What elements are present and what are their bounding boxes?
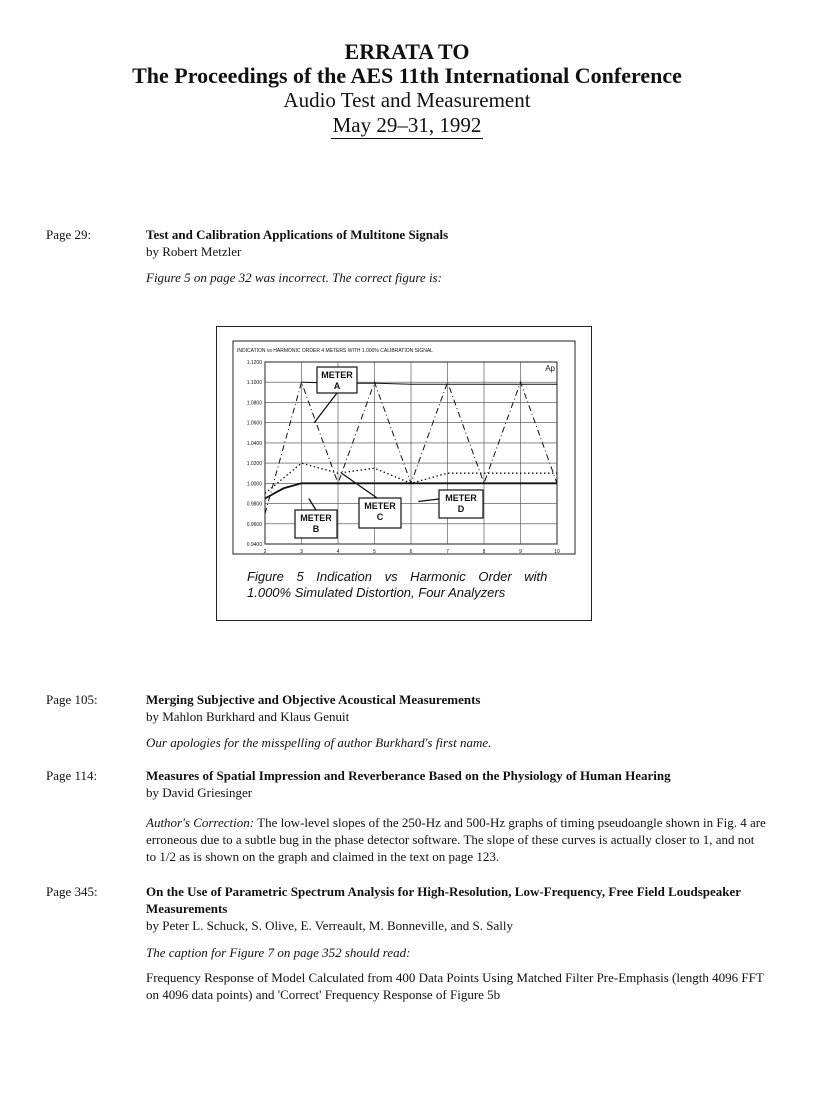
entry-note: The caption for Figure 7 on page 352 should read: — [146, 945, 411, 960]
annotation-arrow — [309, 499, 316, 511]
chart-frame — [233, 341, 575, 554]
entry-note: Our apologies for the misspelling of author Burkhard's first name. — [146, 735, 492, 750]
entry-title: Test and Calibration Applications of Multitone Signals — [146, 227, 449, 242]
header-line-topic: Audio Test and Measurement — [283, 88, 531, 112]
y-tick-label: 0.9800 — [246, 501, 262, 508]
annotation-label: B — [312, 524, 320, 534]
y-tick-label: 1.1200 — [246, 360, 262, 366]
y-tick-label: 1.0200 — [246, 461, 262, 468]
annotation-arrow — [418, 499, 439, 502]
x-tick-label: 8 — [482, 549, 486, 555]
chart-unit-label: Ap — [545, 364, 555, 373]
y-tick-label: 0.9400 — [246, 542, 262, 548]
figure-caption-line2: 1.000% Simulated Distortion, Four Analyzers — [247, 585, 506, 600]
x-tick-label: 4 — [336, 549, 340, 555]
entry-authors: by Mahlon Burkhard and Klaus Genuit — [146, 709, 350, 724]
x-tick-label: 6 — [409, 549, 413, 555]
annotation-label: METER — [321, 370, 353, 380]
header-line-date: May 29–31, 1992 — [332, 113, 482, 137]
entry-title: Measures of Spatial Impression and Reverberance Based on the Physiology of Human Hearing — [146, 768, 671, 783]
annotation-label: C — [376, 512, 384, 522]
entry-title: On the Use of Parametric Spectrum Analysis for High-Resolution, Low-Frequency, Free Field Loudspeaker Measurements — [146, 884, 741, 916]
annotation-arrow — [314, 393, 337, 423]
x-tick-label: 9 — [519, 549, 522, 555]
entry-authors: by Peter L. Schuck, S. Olive, E. Verreault, M. Bonneville, and S. Sally — [146, 918, 513, 933]
y-tick-label: 1.1000 — [246, 380, 262, 387]
figure-caption-line1: Figure 5 Indication vs Harmonic Order with — [247, 569, 548, 584]
entry-note — [146, 814, 766, 865]
y-tick-label: 1.0000 — [246, 481, 262, 488]
document-header — [0, 40, 814, 139]
entry-authors: by David Griesinger — [146, 785, 253, 800]
entry-note-text: The low-level slopes of the 250-Hz and 500-Hz graphs of timing pseudoangle shown in Fig. 4 are erroneous due to a subtle bug in the phase detector software. The slope of these curves is actually closer to 1, and not to 1/2 as is shown on the graph and claimed in the text on page 123. — [146, 815, 766, 864]
y-tick-label: 1.0400 — [246, 440, 262, 447]
annotation-arrow — [342, 473, 377, 498]
entry-caption: Frequency Response of Model Calculated from 400 Data Points Using Matched Filter Pre-Emphasis (length 4096 FFT on 4096 data points) and 'Correct' Frequency Response of Figure 5b — [146, 970, 764, 1002]
annotation-label: METER — [364, 501, 396, 511]
figure-caption — [247, 569, 567, 601]
y-tick-label: 1.0600 — [246, 420, 262, 427]
annotation-label: METER — [445, 493, 477, 503]
x-tick-label: 5 — [373, 549, 376, 555]
entry-page: Page 345: — [46, 884, 98, 899]
figure-5 — [216, 326, 592, 621]
header-line-errata: ERRATA TO — [344, 39, 470, 64]
x-tick-label: 7 — [446, 549, 449, 555]
entry-page: Page 105: — [46, 692, 98, 707]
y-tick-label: 0.9600 — [246, 521, 262, 528]
entry-title: Merging Subjective and Objective Acoustical Measurements — [146, 692, 481, 707]
entry-page: Page 114: — [46, 768, 98, 783]
chart-title: INDICATION vs HARMONIC ORDER 4 METERS WITH 1.000% CALIBRATION SIGNAL — [237, 348, 433, 354]
annotation-label: D — [457, 504, 465, 514]
annotation-label: METER — [300, 513, 332, 523]
x-tick-label: 3 — [300, 549, 303, 555]
entry-note: Figure 5 on page 32 was incorrect. The correct figure is: — [146, 270, 442, 285]
entry-authors: by Robert Metzler — [146, 244, 242, 259]
header-line-proceedings: The Proceedings of the AES 11th International Conference — [132, 63, 682, 88]
y-tick-label: 1.0800 — [246, 400, 262, 407]
annotation-label: A — [333, 381, 341, 391]
entry-page: Page 29: — [46, 227, 92, 242]
x-tick-label: 10 — [554, 549, 560, 555]
x-tick-label: 2 — [263, 549, 267, 555]
entry-note-lead: Author's Correction: — [146, 815, 255, 830]
